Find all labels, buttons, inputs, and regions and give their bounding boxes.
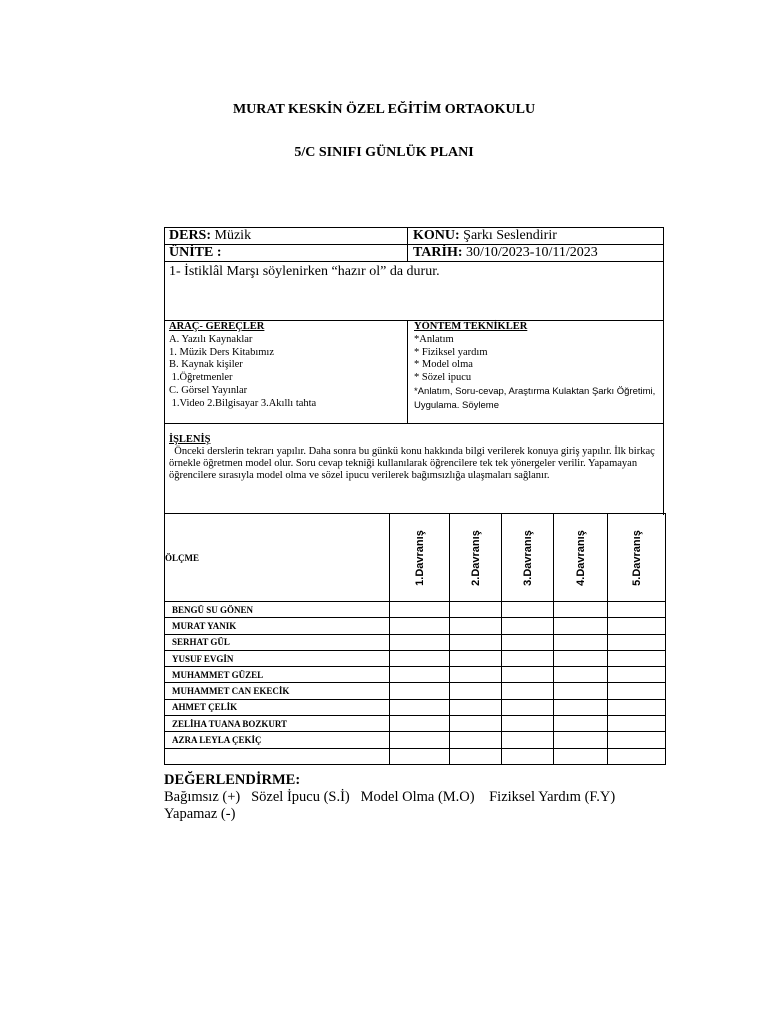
score-cell[interactable] <box>450 716 502 732</box>
table-row <box>165 683 666 699</box>
student-name: AHMET ÇELİK <box>165 699 390 715</box>
score-cell[interactable] <box>554 716 608 732</box>
student-name: MUHAMMET GÜZEL <box>165 667 390 683</box>
score-cell[interactable] <box>502 602 554 618</box>
konu-value: Şarkı Seslendirir <box>459 228 557 243</box>
islenis-cell <box>164 423 664 515</box>
score-cell[interactable] <box>390 716 450 732</box>
unite-cell: ÜNİTE : <box>165 245 408 262</box>
score-cell[interactable] <box>554 683 608 699</box>
yontem-extra: *Anlatım, Soru-cevap, Araştırma Kulaktan Şarkı Öğretimi, Uygulama. Söyleme <box>414 385 656 411</box>
score-cell[interactable] <box>450 634 502 650</box>
score-cell[interactable] <box>502 748 554 764</box>
student-name: MURAT YANIK <box>165 618 390 634</box>
student-name: SERHAT GÜL <box>165 634 390 650</box>
score-cell[interactable] <box>608 602 666 618</box>
islenis-title: İŞLENİŞ <box>169 434 211 445</box>
score-cell[interactable] <box>450 650 502 666</box>
yontem-item: * Sözel ipucu <box>414 372 472 384</box>
score-cell[interactable] <box>502 732 554 748</box>
plan-title: 5/C SINIFI GÜNLÜK PLANI <box>294 145 474 160</box>
score-cell[interactable] <box>390 748 450 764</box>
materials-methods-row <box>164 320 664 424</box>
konu-cell <box>408 228 663 245</box>
student-name: ZELİHA TUANA BOZKURT <box>165 716 390 732</box>
behavior-header <box>390 514 450 602</box>
degerlendirme-title: DEĞERLENDİRME: <box>164 772 301 788</box>
konu-label: KONU: <box>413 228 460 243</box>
school-title: MURAT KESKİN ÖZEL EĞİTİM ORTAOKULU <box>232 102 536 117</box>
student-rows <box>165 602 666 765</box>
score-cell[interactable] <box>608 732 666 748</box>
behavior-label: 2.Davranış <box>469 529 482 586</box>
score-cell[interactable] <box>390 602 450 618</box>
behavior-header <box>502 514 554 602</box>
tarih-value: 30/10/2023-10/11/2023 <box>462 245 598 260</box>
table-row <box>165 716 666 732</box>
score-cell[interactable] <box>608 667 666 683</box>
score-cell[interactable] <box>450 667 502 683</box>
score-cell[interactable] <box>450 699 502 715</box>
degerlendirme-legend: Bağımsız (+) Sözel İpucu (S.İ) Model Olma (M.O) Fiziksel Yardım (F.Y) <box>164 789 616 805</box>
yontem-item: * Fiziksel yardım <box>414 346 488 358</box>
yontem-item: * Model olma <box>414 359 473 371</box>
score-cell[interactable] <box>554 602 608 618</box>
score-cell[interactable] <box>608 716 666 732</box>
arac-title: ARAÇ- GEREÇLER <box>169 321 265 332</box>
score-cell[interactable] <box>554 634 608 650</box>
score-cell[interactable] <box>502 699 554 715</box>
score-cell[interactable] <box>608 618 666 634</box>
score-cell[interactable] <box>554 732 608 748</box>
tarih-cell <box>408 245 663 262</box>
olcme-title: ÖLÇME <box>165 514 390 602</box>
arac-item: 1. Müzik Ders Kitabımız <box>169 346 274 358</box>
student-name <box>165 748 390 764</box>
ders-konu-row <box>164 227 664 245</box>
tarih-label: TARİH: <box>413 245 463 260</box>
olcme-table <box>164 513 666 765</box>
table-row <box>165 667 666 683</box>
behavior-label: 5.Davranış <box>630 529 643 586</box>
score-cell[interactable] <box>608 699 666 715</box>
behavior-header <box>554 514 608 602</box>
arac-item: A. Yazılı Kaynaklar <box>169 333 253 345</box>
table-row <box>165 650 666 666</box>
table-row <box>165 748 666 764</box>
score-cell[interactable] <box>502 683 554 699</box>
olcme-header-row <box>165 514 666 602</box>
score-cell[interactable] <box>390 699 450 715</box>
score-cell[interactable] <box>502 716 554 732</box>
arac-gerecler <box>165 321 408 424</box>
table-row <box>165 602 666 618</box>
score-cell[interactable] <box>502 618 554 634</box>
score-cell[interactable] <box>554 650 608 666</box>
arac-item: 1.Video 2.Bilgisayar 3.Akıllı tahta <box>169 397 317 409</box>
behavior-header <box>608 514 666 602</box>
score-cell[interactable] <box>390 732 450 748</box>
table-row <box>165 618 666 634</box>
degerlendirme-legend-2: Yapamaz (-) <box>164 806 236 822</box>
behavior-label: 3.Davranış <box>521 529 534 586</box>
student-name: BENGÜ SU GÖNEN <box>165 602 390 618</box>
table-row <box>165 699 666 715</box>
score-cell[interactable] <box>390 618 450 634</box>
score-cell[interactable] <box>390 683 450 699</box>
ders-label: DERS: <box>169 228 212 243</box>
score-cell[interactable] <box>608 650 666 666</box>
islenis-text: Önceki derslerin tekrarı yapılır. Daha sonra bu günkü konu hakkında bilgi verilerek konuya giriş yapılır. İlk birkaç örnekle öğretmen model olur. Soru cevap tekniği kullanılarak öğrencilere tek tek yönergeler verilir. Yapamayan öğrencilere sırasıyla model olma ve sözel ipucu verilerek bağımsızlığa ulaşmaları sağlanır. <box>169 446 658 481</box>
yontem-title: YÖNTEM TEKNİKLER <box>414 321 528 332</box>
score-cell[interactable] <box>450 618 502 634</box>
student-name: YUSUF EVGİN <box>165 650 390 666</box>
behavior-header <box>450 514 502 602</box>
yontem-item: *Anlatım <box>414 333 454 345</box>
score-cell[interactable] <box>390 667 450 683</box>
table-row <box>165 634 666 650</box>
score-cell[interactable] <box>502 634 554 650</box>
arac-item: 1.Öğretmenler <box>169 372 233 384</box>
ders-cell <box>165 228 408 245</box>
score-cell[interactable] <box>608 683 666 699</box>
objective-cell: 1- İstiklâl Marşı söylenirken “hazır ol” da durur. <box>164 261 664 321</box>
behavior-label: 4.Davranış <box>574 529 587 586</box>
score-cell[interactable] <box>450 748 502 764</box>
table-row <box>165 732 666 748</box>
student-name: MUHAMMET CAN EKECİK <box>165 683 390 699</box>
score-cell[interactable] <box>502 667 554 683</box>
score-cell[interactable] <box>450 732 502 748</box>
arac-item: C. Görsel Yayınlar <box>169 384 248 396</box>
score-cell[interactable] <box>608 634 666 650</box>
arac-item: B. Kaynak kişiler <box>169 359 243 371</box>
score-cell[interactable] <box>390 650 450 666</box>
student-name: AZRA LEYLA ÇEKİÇ <box>165 732 390 748</box>
score-cell[interactable] <box>554 618 608 634</box>
behavior-label: 1.Davranış <box>413 529 426 586</box>
unite-tarih-row <box>164 244 664 262</box>
score-cell[interactable] <box>554 667 608 683</box>
score-cell[interactable] <box>554 748 608 764</box>
score-cell[interactable] <box>554 699 608 715</box>
score-cell[interactable] <box>608 748 666 764</box>
score-cell[interactable] <box>450 683 502 699</box>
degerlendirme-section <box>164 772 615 823</box>
ders-value: Müzik <box>211 228 252 243</box>
yontem-teknikler <box>408 321 663 424</box>
score-cell[interactable] <box>502 650 554 666</box>
score-cell[interactable] <box>390 634 450 650</box>
score-cell[interactable] <box>450 602 502 618</box>
